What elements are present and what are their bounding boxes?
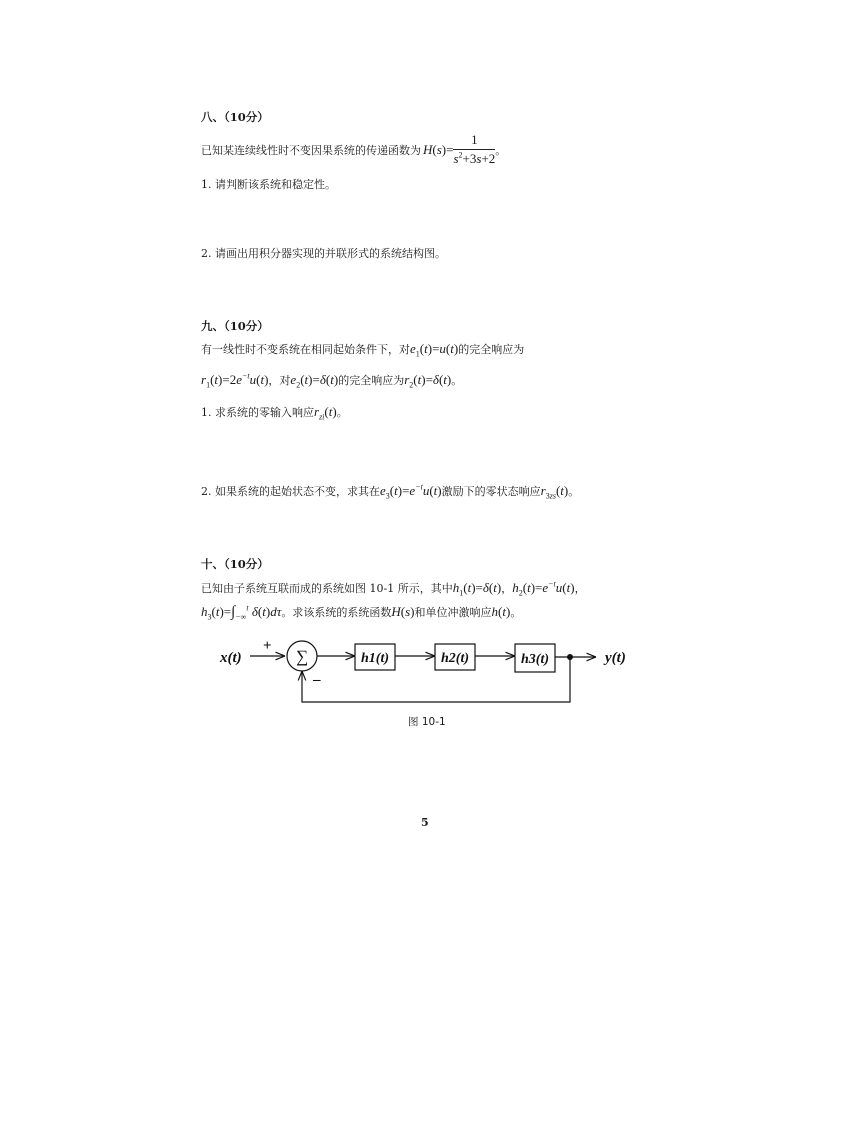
q9-part1-end: 。 [336,406,348,419]
q9-part2-end: 。 [568,485,580,498]
q9-line2-mid2: 的完全响应为 [338,374,405,387]
q9-e2-formula: $e_2(t)=\delta(t)$ [290,372,339,390]
q8-formula-lhs: H(s)= [423,141,454,157]
q9-line1-suffix: 的完全响应为 [458,343,525,356]
output-label: y(t) [605,650,626,666]
q8-stem-prefix: 已知某连续线性时不变因果系统的传递函数为 [201,143,421,157]
q10-line1-end: ， [574,582,586,595]
figure-caption: 图 10-1 [408,716,446,728]
q9-r1-formula: $r_1(t)=2e^{-t}u(t)$ [201,371,269,390]
q10-h1-formula: $h_1(t)=\delta(t)$ [452,580,502,598]
q8-part2: 2. 请画出用积分器实现的并联形式的系统结构图。 [201,247,446,260]
q9-r3zs-formula: $r_{3zs}(t)$ [540,483,569,501]
minus-sign: – [313,672,321,688]
q10-line2-mid: 。求该系统的系统函数 [281,606,392,619]
block-h1-label: h1(t) [361,651,389,666]
q9-line2-end: 。 [451,374,463,387]
q10-ht-formula: h(t) [491,604,511,619]
q9-rzi-formula: $r_{zi}(t)$ [314,404,337,422]
q9-r2-formula: $r_2(t)=\delta(t)$ [404,372,452,390]
block-h3-label: h3(t) [521,652,549,667]
q9-line1-prefix: 有一线性时不变系统在相同起始条件下，对 [201,343,410,356]
q8-part1: 1. 请判断该系统和稳定性。 [201,178,336,191]
input-label: x(t) [220,650,242,666]
sum-symbol: ∑ [295,647,309,666]
q8-heading: 八、（10分） [201,110,269,124]
q8-stem-suffix: 。 [495,143,507,157]
q9-part1-prefix: 1. 求系统的零输入响应 [201,406,314,419]
q8-fraction-denominator: $s^2+3s+2$ [453,150,496,166]
q10-line1-prefix: 已知由子系统互联而成的系统如图 10-1 所示，其中 [201,582,453,595]
q10-line2-end: 。 [510,606,522,619]
q10-heading: 十、（10分） [201,557,269,571]
q10-Hs-formula: H(s) [391,604,415,619]
page-number: 5 [421,816,429,829]
q9-heading: 九、（10分） [201,319,269,333]
q9-line2-mid: ，对 [268,374,291,387]
q9-part2-prefix: 2. 如果系统的起始状态不变，求其在 [201,485,380,498]
block-h2-label: h2(t) [441,651,469,666]
q9-part2-mid: 激励下的零状态响应 [441,485,541,498]
q10-h2-formula: $h_2(t)=e^{-t}u(t)$ [512,579,575,598]
q8-fraction-numerator: 1 [453,132,495,150]
q10-h3-formula: $h_3(t)=\int_{-\infty}^t$ δ(t)dτ [201,603,282,622]
q10-line2-mid2: 和单位冲激响应 [414,606,492,619]
q10-line1-sep: ， [501,582,513,595]
q9-e1-formula: $e_1(t)=u(t)$ [410,341,459,359]
q9-e3-formula: $e_3(t)=e^{-t}u(t)$ [380,482,442,501]
plus-sign: + [263,638,272,654]
